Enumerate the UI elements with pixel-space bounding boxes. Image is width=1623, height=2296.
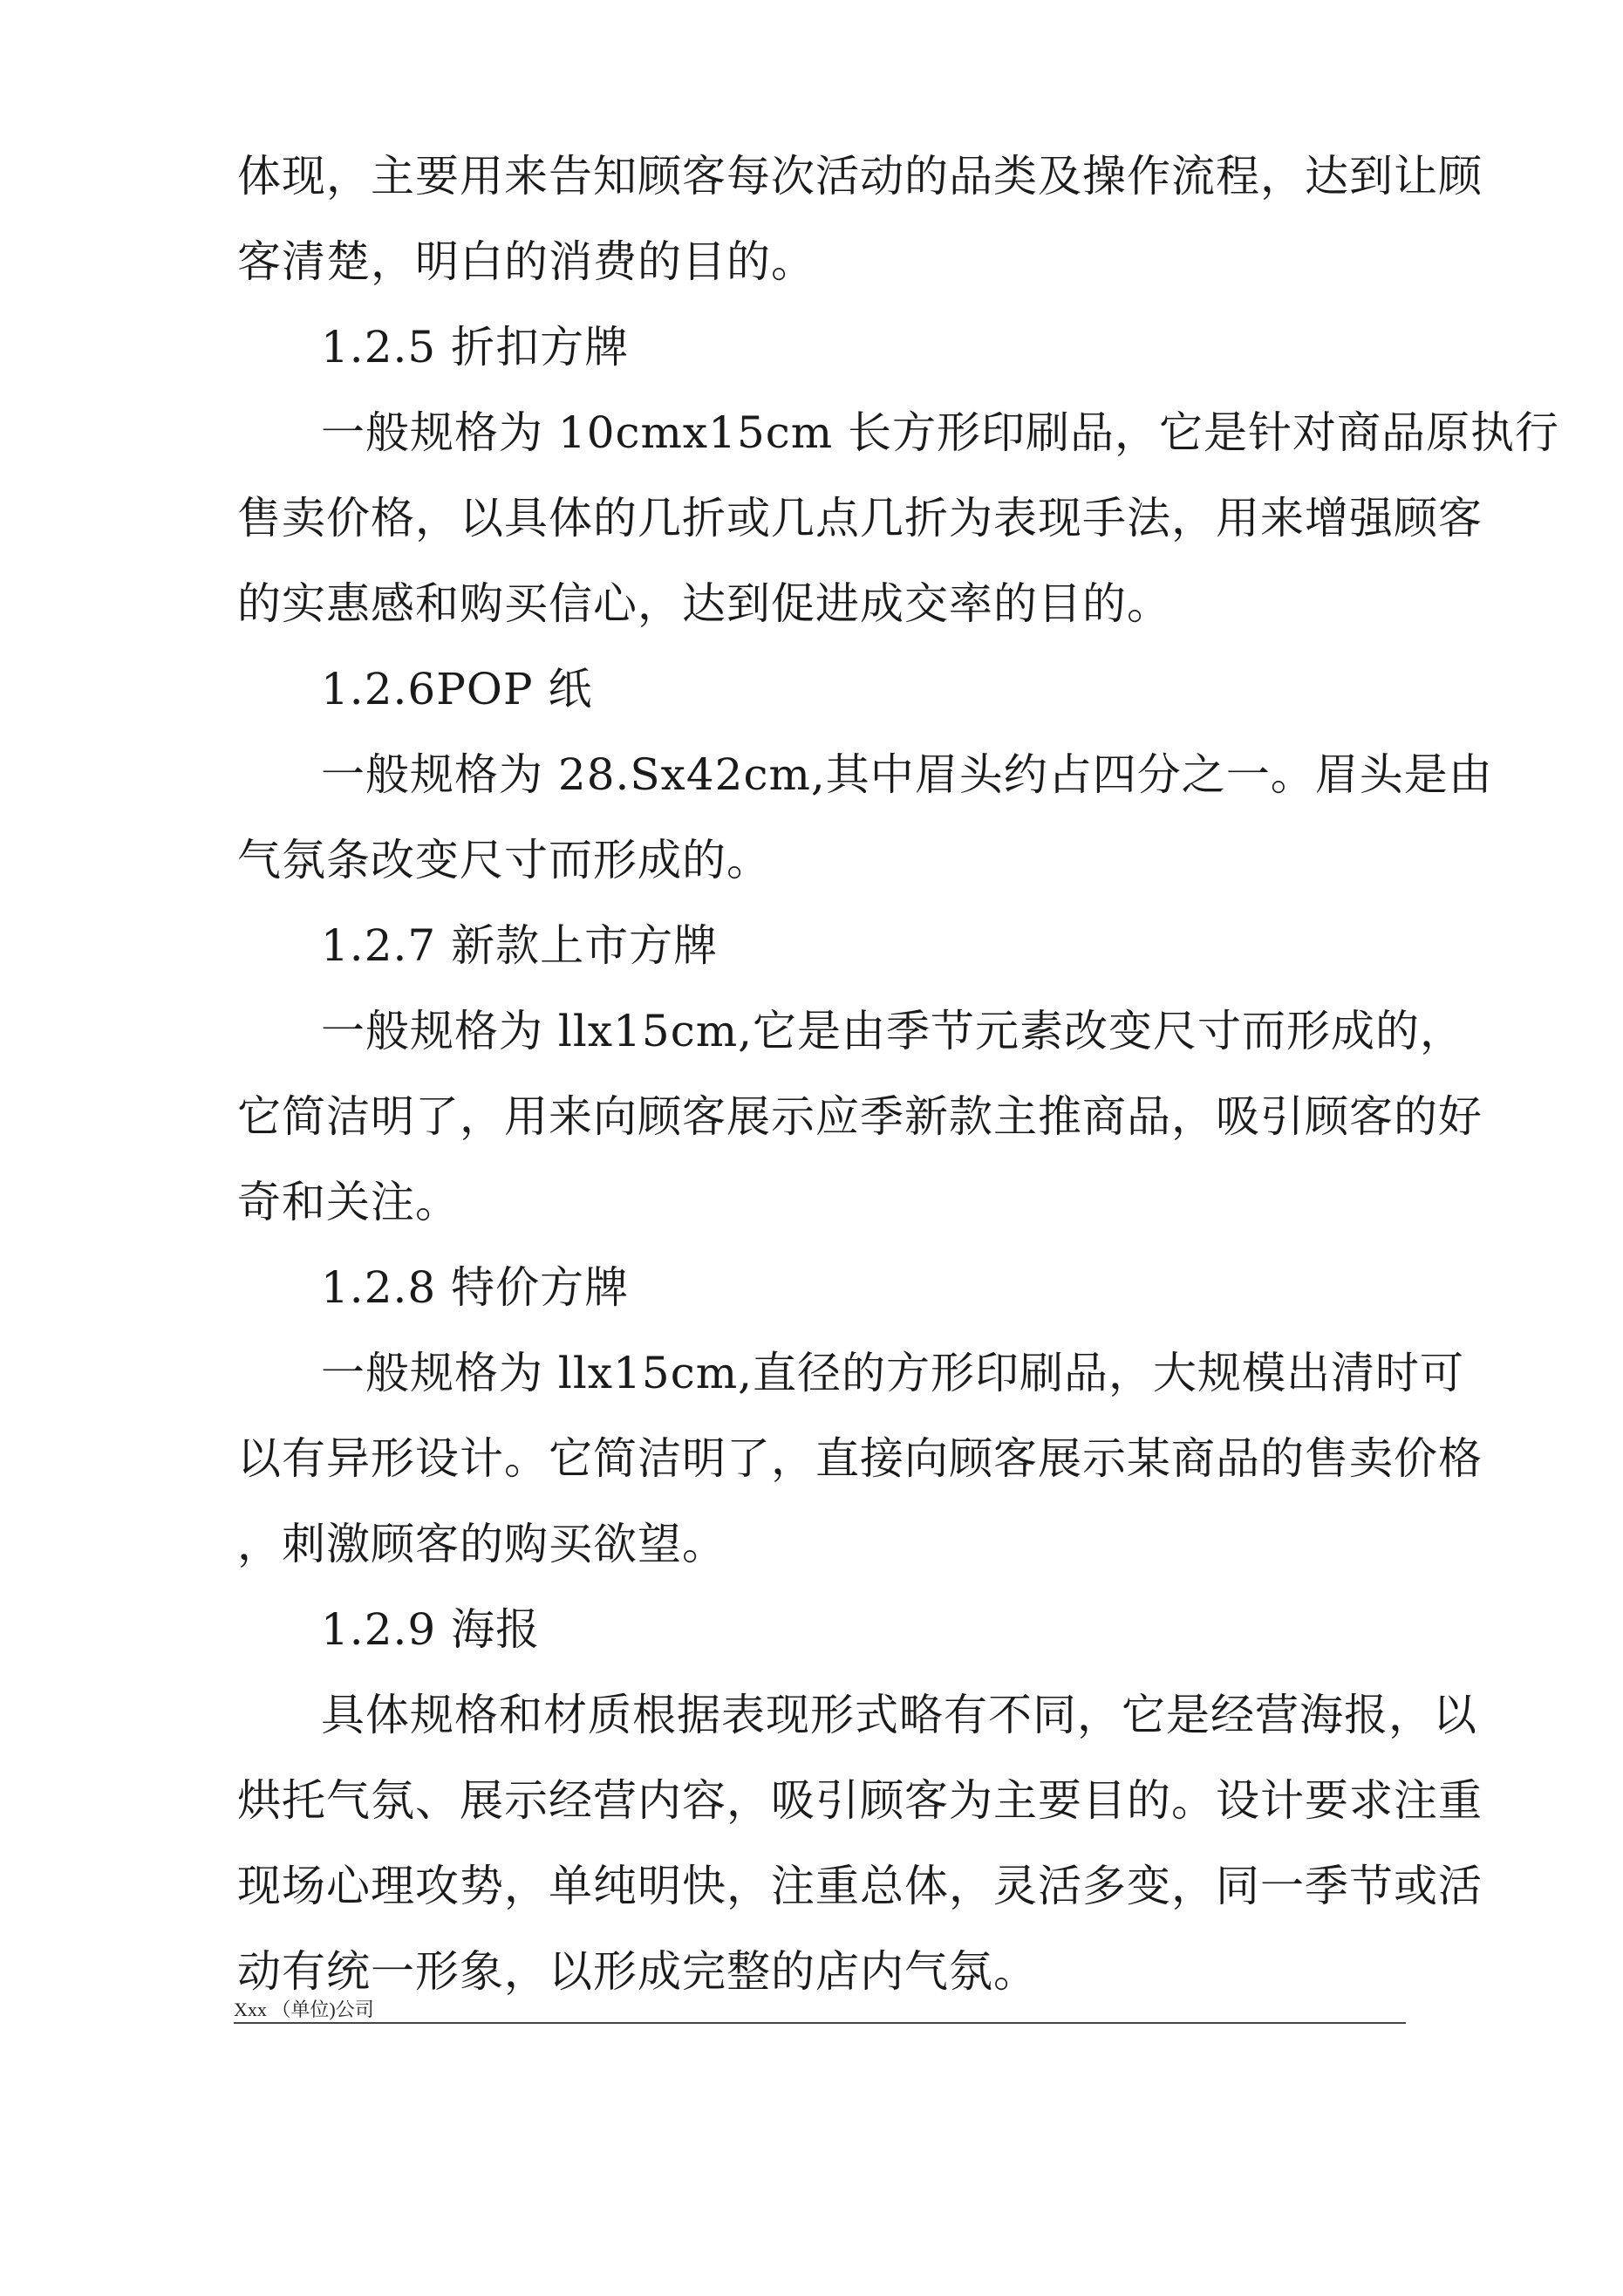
section-heading: 1.2.6POP 纸: [321, 664, 593, 714]
body-line: 体现，主要用来告知顾客每次活动的品类及操作流程，达到让顾: [237, 151, 1483, 202]
body-line: ，刺激顾客的购买欲望。: [237, 1519, 726, 1569]
footer-company: Xxx （单位)公司: [234, 1999, 374, 2020]
body-line: 气氛条改变尺寸而形成的。: [237, 835, 771, 885]
body-line: 它简洁明了，用来向顾客展示应季新款主推商品，吸引顾客的好: [237, 1091, 1483, 1142]
body-line: 动有统一形象，以形成完整的店内气氛。: [237, 1946, 1038, 1997]
body-line: 客清楚，明白的消费的目的。: [237, 236, 815, 287]
body-line: 烘托气氛、展示经营内容，吸引顾客为主要目的。设计要求注重: [237, 1775, 1483, 1826]
body-line: 一般规格为 10cmx15cm 长方形印刷品，它是针对商品原执行: [321, 407, 1560, 458]
body-line: 的实惠感和购买信心，达到促进成交率的目的。: [237, 578, 1171, 629]
body-line: 奇和关注。: [237, 1177, 460, 1227]
body-line: 一般规格为 28.Sx42cm,其中眉头约占四分之一。眉头是由: [321, 749, 1493, 800]
body-line: 一般规格为 llx15cm,它是由季节元素改变尺寸而形成的，: [321, 1006, 1465, 1056]
body-line: 一般规格为 llx15cm,直径的方形印刷品，大规模出清时可: [321, 1348, 1465, 1398]
body-line: 以有异形设计。它简洁明了，直接向顾客展示某商品的售卖价格: [237, 1433, 1483, 1484]
body-line: 现场心理攻势，单纯明快，注重总体，灵活多变，同一季节或活: [237, 1861, 1483, 1911]
footer-divider: [234, 2022, 1406, 2024]
body-line: 具体规格和材质根据表现形式略有不同，它是经营海报，以: [321, 1690, 1477, 1740]
section-heading: 1.2.9 海报: [321, 1604, 541, 1655]
section-heading: 1.2.7 新款上市方牌: [321, 920, 719, 971]
section-heading: 1.2.8 特价方牌: [321, 1262, 630, 1313]
body-line: 售卖价格，以具体的几折或几点几折为表现手法，用来增强顾客: [237, 493, 1483, 543]
section-heading: 1.2.5 折扣方牌: [321, 322, 630, 372]
